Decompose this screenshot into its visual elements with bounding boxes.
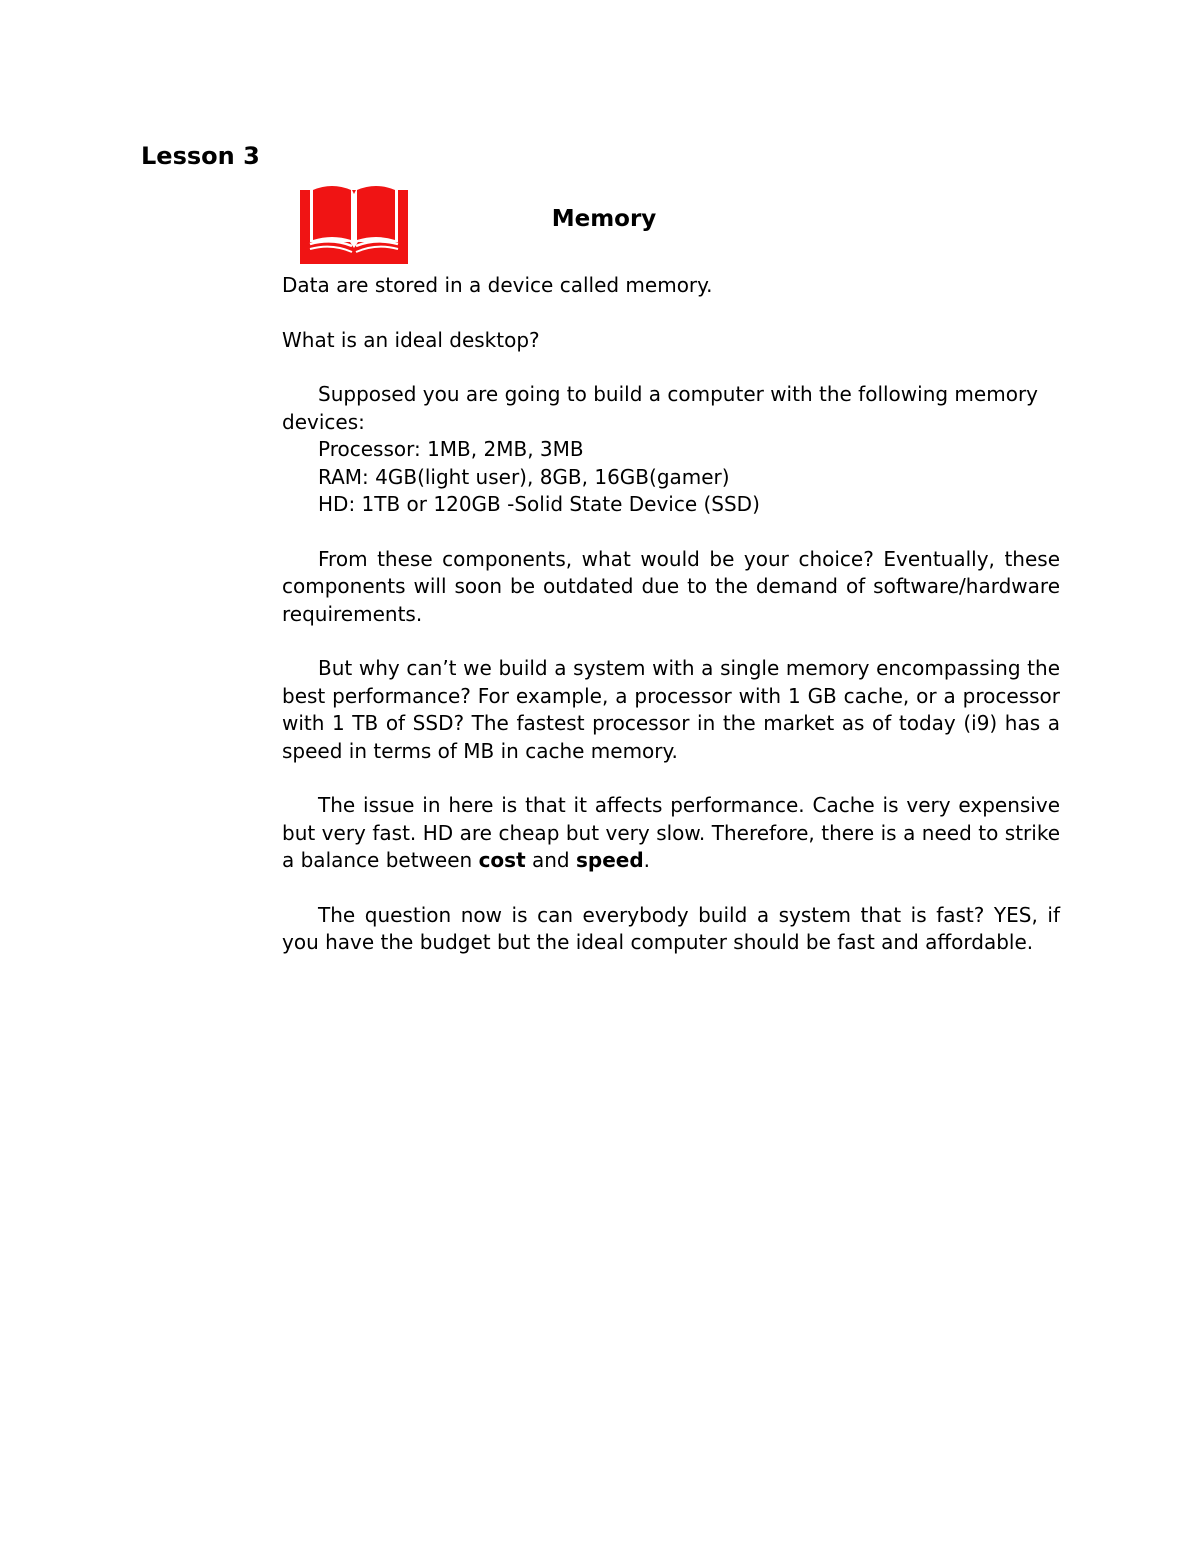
lesson-label: Lesson 3 bbox=[141, 142, 260, 170]
paragraph-single-memory: But why can’t we build a system with a single memory encompassing the best performance? For example, a processor with 1 GB cache, or a processor with 1 TB of SSD? The fastest processor in the market as of today (i9) has a speed in terms of MB in cache memory. bbox=[282, 656, 1060, 763]
spec-item-processor: Processor: 1MB, 2MB, 3MB bbox=[318, 437, 584, 461]
intro-text: Data are stored in a device called memory. bbox=[282, 273, 713, 297]
question-text: What is an ideal desktop? bbox=[282, 327, 540, 352]
book-icon bbox=[300, 182, 408, 264]
and-text: and bbox=[525, 848, 576, 872]
lesson-content bbox=[282, 272, 1060, 957]
paragraph-issue bbox=[282, 792, 1060, 875]
paragraph-choice: From these components, what would be your choice? Eventually, these components will soon be outdated due to the demand of software/hardware requirements. bbox=[282, 546, 1060, 626]
paragraph-question: The question now is can everybody build a system that is fast? YES, if you have the budget but the ideal computer should be fast and affordable. bbox=[282, 902, 1060, 954]
speed-keyword: speed bbox=[575, 848, 644, 872]
spec-item-hd: HD: 1TB or 120GB -Solid State Device (SSD) bbox=[318, 492, 760, 516]
cost-keyword: cost bbox=[478, 848, 526, 872]
spec-item-ram: RAM: 4GB(light user), 8GB, 16GB(gamer) bbox=[318, 464, 730, 489]
spec-list bbox=[318, 436, 1060, 519]
paragraph-issue-text: The issue in here is that it affects performance. Cache is very expensive but very fast. HD are cheap but very slow. Therefore, there is a need to strike a balance between bbox=[282, 793, 1060, 872]
page-title: Memory bbox=[551, 206, 657, 232]
period-text: . bbox=[643, 848, 650, 872]
build-intro-text: Supposed you are going to build a computer with the following memory devices: bbox=[282, 382, 1038, 434]
